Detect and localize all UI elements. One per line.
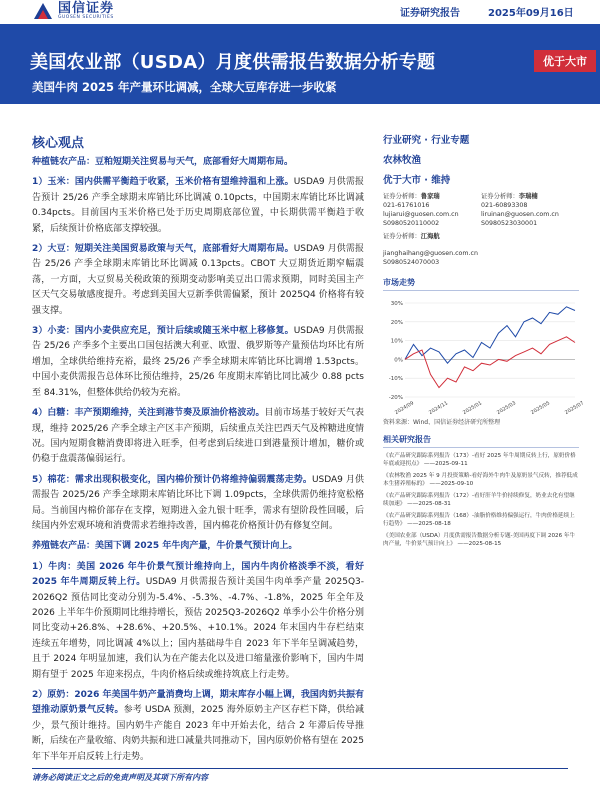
- y-tick-label: -10%: [388, 376, 403, 383]
- sugar-body: 目前市场基于较好天气表现，维持 2025/26 产季全球主产区丰产预期，后续重点关注巴西天气及榨糖进度情况。国内短期食糖消费即将进入旺季，但考虑到后续进口到港量预计增加，糖价或仍稳于盘震荡偏弱运行。: [32, 408, 364, 465]
- report-date: 2025年09月16日: [488, 8, 574, 19]
- corn-paragraph: [32, 175, 364, 237]
- analyst-cert: S0980524070003: [383, 259, 440, 266]
- analyst-name: 李瑞楠: [518, 193, 538, 200]
- logo-cn: 国信证券: [58, 0, 115, 16]
- milk-body: 参考 USDA 预测，2025 海外原奶主产区存栏下降，供给减少，景气预计维持。国内奶牛产能自 2023 年中开始去化，结合 2 年滞后传导推断，后续在产量收缩、肉奶共振和进口减量共同推动下，国内原奶价格有望在 2025 年下半年开启反转上行走势。: [32, 705, 364, 762]
- x-tick-label: 2024/09: [394, 400, 415, 416]
- related-report-item[interactable]: 《农林牧渔 2025 年 9 月投资策略-看好海外牛肉牛及原奶景气反转，推荐低成本生猪养殖标的》 ——2025-09-10: [383, 473, 578, 487]
- corn-body: USDA9 月供需报告预计 25/26 产季全球期末库销比环比调减 0.10pcts，中国期末库销比环比调减 0.34pcts。目前国内玉米价格已处于历史周期底部位置，中长期供需平衡趋于收紧，后续预计价格底部支撑较强。: [32, 177, 364, 234]
- analyst-list: [383, 192, 579, 271]
- y-tick-label: -20%: [388, 395, 403, 401]
- chart-series-line-1: [405, 337, 575, 388]
- footer-disclaimer: 请务必阅读正文之后的免责声明及其项下所有内容: [32, 773, 208, 782]
- analyst-name: 鲁家瑞: [420, 193, 440, 200]
- sub-industry-label: 农林牧渔: [383, 155, 422, 166]
- chart-series-line-0: [405, 307, 575, 363]
- soy-body: USDA9 月供需报告 25/26 产季全球期末库销比环比调减 0.13pcts。CBOT 大豆期货近期窄幅震荡，一方面，大豆贸易关税政策的预期变动影响美豆出口需求预期，同时美国主产区天气交易敏感度提升。考虑到美国大豆新季供需偏紧，预计 2025Q4 价格将有较强支撑。: [32, 244, 364, 316]
- related-report-item[interactable]: 《美国农业部（USDA）月度供需报告数据分析专题-美国再度下调 2026 年牛肉产量，牛价景气预计向上》 ——2025-08-15: [383, 533, 576, 547]
- soy-paragraph: [32, 242, 364, 319]
- y-tick-label: 0%: [394, 357, 403, 364]
- report-title: 美国农业部（USDA）月度供需报告数据分析专题: [30, 52, 436, 73]
- analyst-role: 证券分析师：: [383, 233, 421, 240]
- analyst-role: 证券分析师：: [383, 193, 421, 200]
- analyst-name: 江海航: [420, 233, 440, 240]
- x-tick-label: 2025/01: [462, 400, 483, 416]
- guosen-logo-icon: [32, 1, 54, 21]
- x-tick-label: 2025/05: [530, 400, 551, 416]
- analyst-card: [481, 192, 579, 228]
- analyst-cert: S0980523030001: [481, 220, 538, 227]
- x-tick-label: 2024/11: [428, 400, 449, 416]
- top-bar: [0, 0, 600, 24]
- rating-line: 优于大市 · 维持: [383, 175, 451, 186]
- milk-lead: 2）原奶：2026 年美国牛奶产量消费均上调，期末库存小幅上调，我国肉奶共振有望推动原奶景气反转。: [32, 690, 364, 716]
- report-type: 证券研究报告: [400, 8, 460, 19]
- market-trend-heading: 市场走势: [383, 277, 579, 291]
- beef-lead: 1）牛肉：美国 2026 年牛价景气预计维持向上，国内牛肉价格淡季不淡，看好 2025 年牛周期反转上行。: [32, 561, 364, 588]
- analyst-tel: 021-60893308: [481, 202, 528, 209]
- y-tick-label: 10%: [390, 338, 403, 345]
- planting-chain-heading: [32, 155, 364, 170]
- y-tick-label: 30%: [390, 301, 403, 307]
- y-tick-label: 20%: [390, 319, 403, 326]
- core-views-column: [32, 132, 364, 770]
- wheat-paragraph: [32, 324, 364, 401]
- soy-lead: 2）大豆：短期关注美国贸易政策与天气，底部看好大周期布局。: [32, 244, 294, 255]
- market-chart: [383, 297, 585, 416]
- livestock-chain-heading: [32, 539, 364, 554]
- guosen-logo: [32, 0, 114, 22]
- analyst-email[interactable]: liruinan@guosen.com.cn: [481, 211, 559, 218]
- sidebar-column: [383, 132, 585, 552]
- x-tick-label: 2025/03: [496, 400, 517, 416]
- analyst-email[interactable]: jianghaihang@guosen.com.cn: [383, 250, 478, 257]
- analyst-tel: 021-61761016: [383, 202, 430, 209]
- planting-chain-text: 种植链农产品：豆粕短期关注贸易与天气，底部看好大周期布局。: [32, 157, 294, 167]
- x-tick-label: 2025/07: [564, 400, 585, 416]
- sugar-paragraph: [32, 406, 364, 468]
- livestock-chain-text: 养殖链农产品：美国下调 2025 年牛肉产量，牛价景气预计向上。: [32, 541, 298, 552]
- market-chart-svg: [383, 297, 585, 416]
- core-views-heading: 核心观点: [32, 136, 85, 151]
- cotton-lead: 5）棉花：需求出现积极变化，国内棉价预计仍将维持偏弱震荡走势。: [32, 474, 312, 485]
- related-report-item[interactable]: 《农产品研究跟踪系列报告（168）-油脂价格维持偏强运行，牛肉价格延续上行趋势》 ——2025-08-18: [383, 513, 575, 527]
- analyst-email[interactable]: lujiarui@guosen.com.cn: [383, 211, 459, 218]
- milk-paragraph: [32, 688, 364, 765]
- analyst-cert: S0980520110002: [383, 220, 440, 227]
- related-reports-heading: 相关研究报告: [383, 434, 579, 448]
- analyst-role: 证券分析师：: [481, 193, 519, 200]
- analyst-card: [383, 232, 579, 267]
- cotton-paragraph: [32, 473, 364, 535]
- beef-paragraph: [32, 560, 364, 683]
- chart-source-note: 资料来源：Wind、国信证券经济研究所整理: [383, 419, 501, 426]
- cotton-body: USDA9 月供需报告 2025/26 产季全球期末库销比环比下调 1.09pcts，全球供需仍维持宽松格局。当前国内棉价部存在支撑，短期进入金九银十旺季，需求有望阶段性回暖，后续国内外宏观环境和消费需求若维持改善，国内棉花价格预计仍有修复空间。: [32, 474, 364, 531]
- footer-divider: [32, 768, 568, 769]
- industry-label: 行业研究 · 行业专题: [383, 135, 470, 146]
- sugar-lead: 4）白糖：丰产预期维持，关注到港节奏及原油价格波动。: [32, 408, 265, 419]
- wheat-body: USDA9 月供需报告 25/26 产季多个主要出口国包括澳大利亚、欧盟、俄罗斯等产量预估均环比有所增加，全球供给维持充裕，最终 25/26 产季全球期末库销比环比调增 1.53pcts。中国小麦供需报告总体环比预估维持，25/26 年度期末库销比同比减少 0.88 pcts 至 84.31%，但整体供给仍较为充裕。: [32, 326, 364, 398]
- related-reports-list: [383, 452, 579, 548]
- rating-badge: 优于大市: [534, 50, 596, 72]
- corn-lead: 1）玉米：国内供需平衡趋于收紧，玉米价格有望维持温和上涨。: [32, 177, 294, 188]
- report-subtitle: 美国牛肉 2025 年产量环比调减，全球大豆库存进一步收紧: [32, 80, 337, 94]
- beef-body: USDA9 月供需报告预计美国牛肉单季产量 2025Q3-2026Q2 预估同比变动分别为-5.4%、-5.3%、-4.7%、-1.8%，2025 年全年及 2026 上半年牛价预期同比维持增长，预估 2025Q3-2026Q2 单季小公牛价格分别同比变动+26.8%、+28.6%、+20.5%、+10.1%。2024 年末国内牛存栏结束连续五年增势，同比调减 4%以上；国内基础母牛自 2023 年下半年呈调减趋势，且于 2024 年明显加速，我们认为在产能去化以及进口缩量涨价影响下，国内牛周期有望于 2025 年迎来拐点，牛肉价格后续或维持筑底上行走势。: [32, 577, 365, 680]
- related-report-item[interactable]: 《农产品研究跟踪系列报告（173）-看好 2025 年牛周期反转上行，原奶价格年底或迎拐点》 ——2025-09-11: [383, 453, 576, 467]
- related-report-item[interactable]: 《农产品研究跟踪系列报告（172）-看好肝羊牛价持续修复，奶业去化有望继续加速》 ——2025-08-31: [383, 493, 575, 507]
- wheat-lead: 3）小麦：国内小麦供应充足，预计后续或随玉米中枢上移修复。: [32, 326, 294, 337]
- logo-en: GUOSEN SECURITIES: [58, 14, 114, 20]
- analyst-card: [383, 192, 481, 228]
